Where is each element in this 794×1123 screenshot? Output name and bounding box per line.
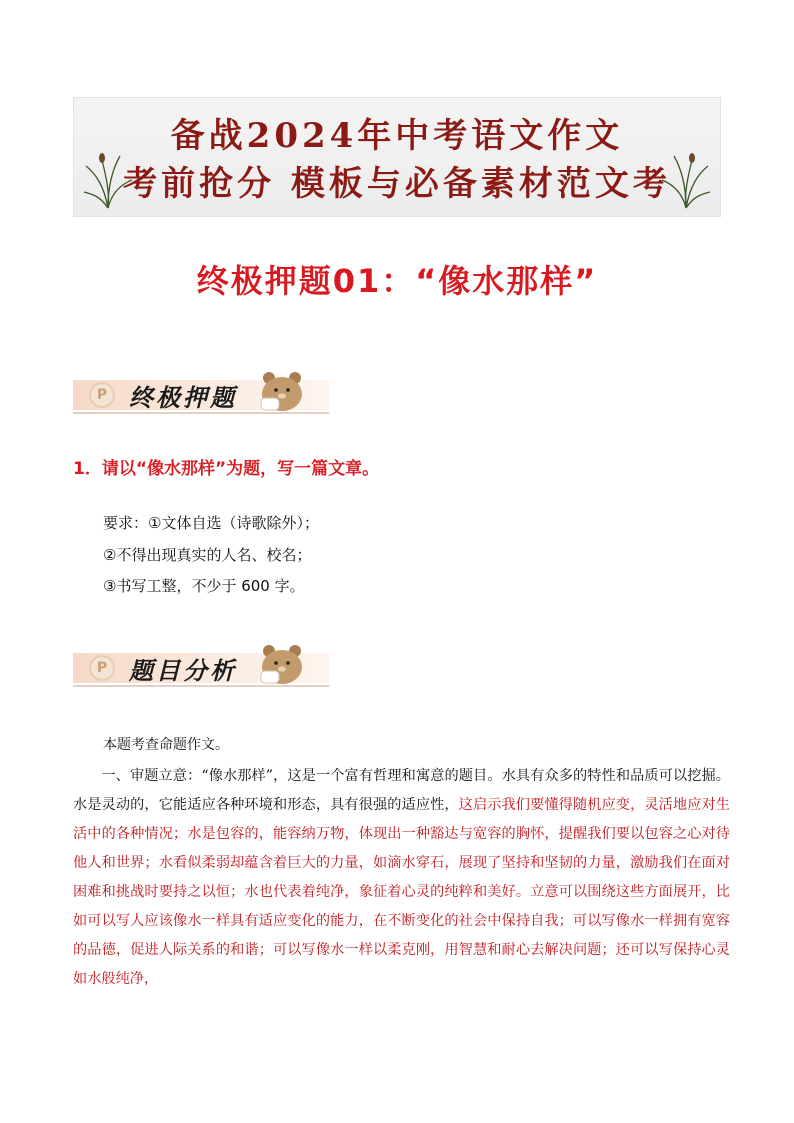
page-title: 终极押题01：“像水那样” — [196, 262, 598, 300]
requirement-item: ②不得出现真实的人名、校名； — [103, 546, 312, 564]
section-label: 题目分析 — [129, 657, 237, 685]
coin-p-icon: P — [89, 382, 115, 408]
section-header-analysis — [73, 641, 329, 687]
banner-title-line1: 备战2024年中考语文作文 — [170, 116, 624, 156]
analysis-highlight-text: 这启示我们要懂得随机应变，灵活地应对生活中的各种情况；水是包容的，能容纳万物，体现出一种豁达与宽容的胸怀，提醒我们要以包容之心对待他人和世界；水看似柔弱却蕴含着巨大的力量，如滴水穿石，展现了坚持和坚韧的力量，激励我们在面对困难和挑战时要持之以恒；水也代表着纯净，象征着心灵的纯粹和美好。立意可以围绕这些方面展开，比如可以写人应该像水一样具有适应变化的能力，在不断变化的社会中保持自我；可以写像水一样拥有宽容的品德，促进人际关系的和谐；可以写像水一样以柔克刚，用智慧和耐心去解决问题；还可以写保持心灵如水般纯净， — [73, 797, 730, 987]
section-header-prediction — [73, 368, 329, 414]
bear-mascot-icon — [259, 641, 305, 685]
orchid-icon — [660, 146, 712, 210]
bear-mascot-icon — [259, 368, 305, 412]
banner-title-line2: 考前抢分 模板与必备素材范文考 — [123, 164, 671, 204]
section-label: 终极押题 — [129, 384, 237, 412]
requirement-item: 要求：①文体自选（诗歌除外）； — [103, 514, 319, 532]
analysis-paragraph — [73, 762, 730, 994]
analysis-intro: 本题考查命题作文。 — [103, 737, 229, 753]
requirement-item: ③书写工整，不少于 600 字。 — [103, 577, 305, 595]
coin-p-icon: P — [89, 655, 115, 681]
analysis-text: 一、审题立意：“像水那样”，这是一个富有哲理和寓意的题目。水具有众多的特性和品质可以挖掘。水是灵动的，它能适应各种环境和形态，具有很强的适应性， — [73, 768, 730, 813]
header-banner — [73, 97, 721, 217]
question-prompt: 1．请以“像水那样”为题，写一篇文章。 — [73, 459, 380, 479]
